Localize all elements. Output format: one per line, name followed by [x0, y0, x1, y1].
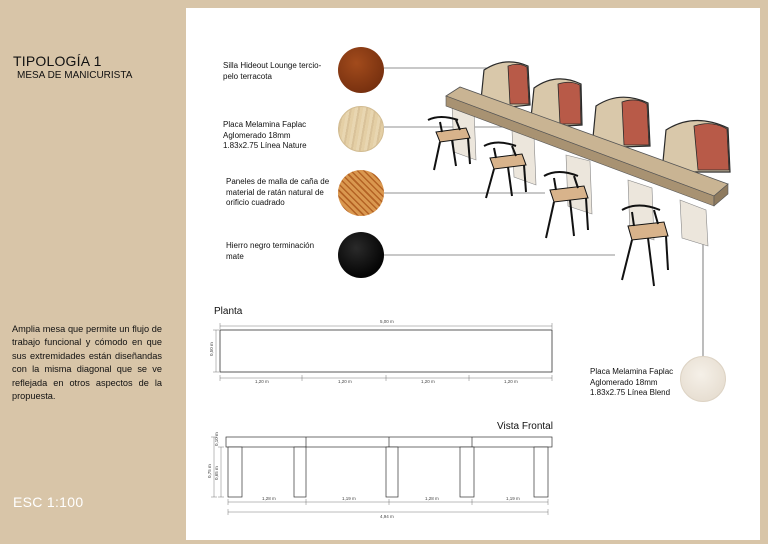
plan-segment: 1,20 m [338, 379, 352, 384]
page-subtitle: MESA DE MANICURISTA [17, 70, 133, 81]
plan-depth: 0,50 m [209, 342, 214, 356]
material-label-rattan: Paneles de malla de caña de material de ratán natural de orificio cuadrado [226, 177, 330, 207]
plan-title: Planta [214, 306, 243, 317]
front-segment: 1,19 m [506, 496, 520, 501]
front-segment: 1,19 m [342, 496, 356, 501]
front-view-drawing [226, 437, 552, 497]
scale-label: ESC 1:100 [13, 494, 84, 510]
front-total-width: 4,94 m [380, 514, 394, 519]
front-view-title: Vista Frontal [497, 421, 553, 432]
table-illustration [428, 62, 730, 286]
front-segment: 1,28 m [262, 496, 276, 501]
plan-segment: 1,20 m [255, 379, 269, 384]
material-label-iron: Hierro negro terminación mate [226, 241, 315, 261]
front-segment: 1,28 m [425, 496, 439, 501]
material-label-blend: Placa Melamina Faplac Aglomerado 18mm 1.83x2.75 Línea Blend [590, 367, 674, 397]
material-label-nature: Placa Melamina Faplac Aglomerado 18mm 1.83x2.75 Línea Nature [223, 120, 307, 150]
plan-total-width: 5,00 m [380, 319, 394, 324]
plan-segment: 1,20 m [421, 379, 435, 384]
page-title: TIPOLOGÍA 1 [13, 53, 102, 69]
material-label-chair: Silla Hideout Lounge tercio- pelo terracota [223, 61, 322, 81]
front-height-leg: 0,65 m [214, 466, 219, 480]
plan-segment: 1,20 m [504, 379, 518, 384]
description-text: Amplia mesa que permite un flujo de trabajo funcional y cómodo en que sus extremidades están diseñandas con la misma diagonal que se ve reflejada en otros aspectos de la propuesta. [12, 324, 162, 402]
plan-drawing [213, 323, 552, 381]
front-height-total: 0,75 m [207, 464, 212, 478]
front-height-top: 0,10 m [214, 432, 219, 446]
